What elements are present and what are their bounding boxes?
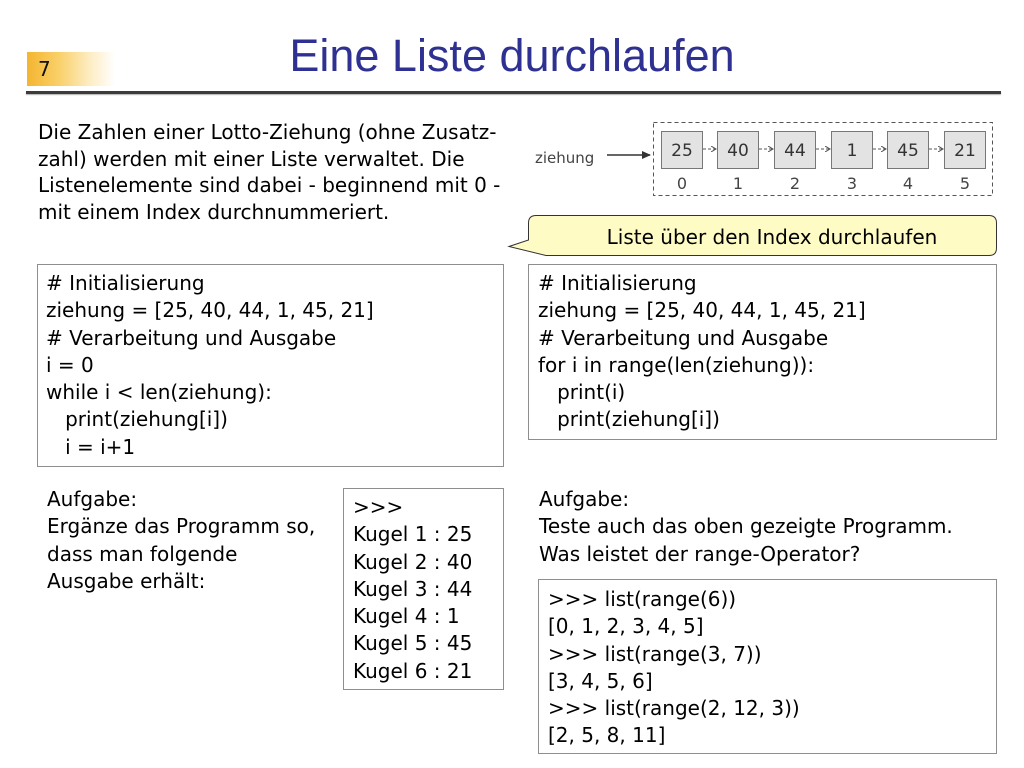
code-line: ziehung = [25, 40, 44, 1, 45, 21] <box>538 298 866 323</box>
variable-label: ziehung <box>535 149 595 167</box>
range-demo-box <box>538 579 997 754</box>
intro-line: Die Zahlen einer Lotto-Ziehung (ohne Zusatz- <box>38 120 497 144</box>
code-line: print(ziehung[i]) <box>46 407 228 432</box>
callout <box>509 216 997 256</box>
output-line: Kugel 6 : 21 <box>353 658 473 683</box>
output-line: Kugel 5 : 45 <box>353 631 473 656</box>
list-element <box>945 132 986 194</box>
list-element-value: 21 <box>954 141 976 161</box>
expected-output-box <box>343 488 504 690</box>
task-line: Ergänze das Programm so, <box>47 514 316 539</box>
list-element <box>888 132 929 194</box>
intro-text <box>38 119 500 226</box>
output-line: >>> list(range(3, 7)) <box>548 641 762 666</box>
slide-title: Eine Liste durchlaufen <box>289 30 735 81</box>
output-line: [2, 5, 8, 11] <box>548 723 666 748</box>
callout-text: Liste über den Index durchlaufen <box>606 225 938 249</box>
task-line: dass man folgende <box>47 541 238 566</box>
list-index-label: 4 <box>902 174 914 193</box>
list-frame <box>654 123 993 196</box>
output-line: >>> <box>353 495 404 519</box>
output-line: [0, 1, 2, 3, 4, 5] <box>548 614 704 639</box>
intro-line: mit einem Index durchnummeriert. <box>38 200 390 225</box>
intro-line: Listenelemente sind dabei - beginnend mit 0 - <box>38 173 501 198</box>
code-line: while i < len(ziehung): <box>46 380 272 405</box>
list-index-label: 1 <box>732 174 744 193</box>
code-line: # Initialisierung <box>46 271 205 295</box>
code-line: # Initialisierung <box>538 271 697 295</box>
code-box-for <box>528 264 997 440</box>
title-rule <box>26 91 1001 94</box>
code-line: i = 0 <box>46 352 94 377</box>
list-index-label: 2 <box>789 174 801 193</box>
list-element <box>832 132 873 194</box>
task-line: Aufgabe: <box>47 487 138 511</box>
code-line: print(ziehung[i]) <box>538 407 720 432</box>
code-line: for i in range(len(ziehung)): <box>538 352 815 377</box>
list-index-label: 5 <box>959 174 971 193</box>
list-index-label: 0 <box>676 174 688 193</box>
task-line: Was leistet der range-Operator? <box>539 541 861 566</box>
task-line: Teste auch das oben gezeigte Programm. <box>539 514 953 539</box>
output-line: Kugel 1 : 25 <box>353 522 473 547</box>
code-line: i = i+1 <box>46 434 136 459</box>
output-line: >>> list(range(2, 12, 3)) <box>548 696 800 721</box>
list-element-value: 40 <box>727 141 749 161</box>
code-line: # Verarbeitung und Ausgabe <box>538 325 829 350</box>
code-box-while <box>37 264 504 467</box>
list-element <box>775 132 816 194</box>
code-line: print(i) <box>538 380 626 405</box>
list-element-value: 44 <box>784 141 806 161</box>
output-line: Kugel 3 : 44 <box>353 576 473 601</box>
task-line: Aufgabe: <box>539 487 630 511</box>
list-element <box>718 132 759 194</box>
task-line: Ausgabe erhält: <box>47 568 206 593</box>
output-line: Kugel 2 : 40 <box>353 549 473 574</box>
list-element-value: 45 <box>897 141 919 161</box>
list-element-value: 1 <box>846 141 858 161</box>
list-diagram <box>535 123 993 196</box>
task-left <box>47 486 315 595</box>
list-element <box>662 132 703 194</box>
list-index-label: 3 <box>846 174 858 193</box>
code-line: # Verarbeitung und Ausgabe <box>46 325 337 350</box>
output-line: Kugel 4 : 1 <box>353 604 460 629</box>
output-line: [3, 4, 5, 6] <box>548 668 653 693</box>
task-right <box>539 486 953 568</box>
output-line: >>> list(range(6)) <box>548 587 737 611</box>
code-line: ziehung = [25, 40, 44, 1, 45, 21] <box>46 298 374 323</box>
list-element-value: 25 <box>671 141 693 161</box>
slide-number: 7 <box>38 57 51 81</box>
intro-line: zahl) werden mit einer Liste verwaltet. Die <box>38 146 465 171</box>
